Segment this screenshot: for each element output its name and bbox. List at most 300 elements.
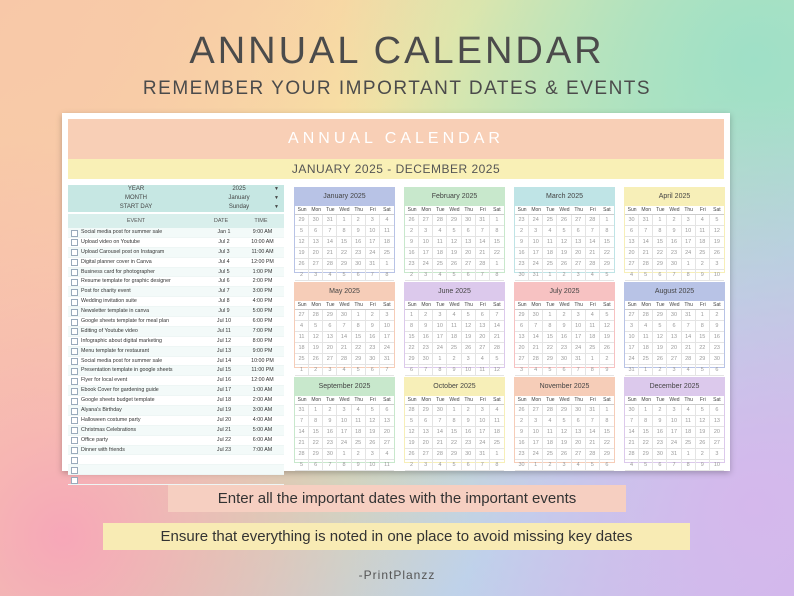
day-cell[interactable]: 1 <box>490 259 504 270</box>
day-cell[interactable]: 29 <box>295 215 309 226</box>
day-cell[interactable]: 10 <box>462 365 476 376</box>
dropdown-arrow-icon[interactable]: ▼ <box>274 204 279 210</box>
day-cell[interactable]: 7 <box>667 270 681 281</box>
event-row[interactable] <box>68 287 284 297</box>
day-cell[interactable]: 4 <box>682 405 696 416</box>
day-cell[interactable]: 10 <box>380 321 394 332</box>
day-cell[interactable]: 3 <box>667 405 681 416</box>
day-cell[interactable]: 10 <box>625 332 639 343</box>
day-cell[interactable]: 29 <box>309 449 323 460</box>
event-name[interactable]: Social media post for summer sale <box>81 357 163 364</box>
day-cell[interactable]: 1 <box>682 449 696 460</box>
day-cell[interactable]: 6 <box>366 365 380 376</box>
day-cell[interactable]: 11 <box>490 416 504 427</box>
checkbox[interactable] <box>71 398 78 405</box>
day-cell[interactable]: 24 <box>433 343 447 354</box>
day-cell[interactable]: 4 <box>490 405 504 416</box>
day-cell[interactable]: 28 <box>586 215 600 226</box>
day-cell[interactable]: 24 <box>572 343 586 354</box>
event-time[interactable]: 10:00 AM <box>251 238 274 245</box>
day-cell[interactable]: 16 <box>653 427 667 438</box>
day-cell[interactable]: 7 <box>323 460 337 471</box>
day-cell[interactable]: 13 <box>572 427 586 438</box>
event-row[interactable] <box>68 317 284 327</box>
day-cell[interactable]: 25 <box>295 354 309 365</box>
day-cell[interactable]: 2 <box>515 226 529 237</box>
day-cell[interactable]: 5 <box>653 321 667 332</box>
day-cell[interactable]: 27 <box>419 215 433 226</box>
day-cell[interactable]: 3 <box>419 270 433 281</box>
day-cell[interactable]: 15 <box>600 237 614 248</box>
day-cell[interactable]: 4 <box>586 310 600 321</box>
day-cell[interactable]: 4 <box>337 365 351 376</box>
day-cell[interactable]: 5 <box>366 405 380 416</box>
day-cell[interactable]: 8 <box>600 226 614 237</box>
day-cell[interactable]: 1 <box>309 405 323 416</box>
day-cell[interactable]: 5 <box>600 310 614 321</box>
day-cell[interactable]: 8 <box>696 321 710 332</box>
day-cell[interactable]: 28 <box>337 354 351 365</box>
day-cell[interactable]: 25 <box>447 343 461 354</box>
day-cell[interactable]: 21 <box>586 438 600 449</box>
day-cell[interactable]: 26 <box>653 354 667 365</box>
day-cell[interactable]: 8 <box>405 321 419 332</box>
checkbox[interactable] <box>71 269 78 276</box>
event-date[interactable]: Jul 20 <box>216 416 232 423</box>
day-cell[interactable]: 31 <box>476 449 490 460</box>
day-cell[interactable]: 1 <box>337 215 351 226</box>
day-cell[interactable]: 6 <box>323 321 337 332</box>
day-cell[interactable]: 2 <box>447 354 461 365</box>
day-cell[interactable]: 24 <box>419 259 433 270</box>
day-cell[interactable]: 28 <box>639 259 653 270</box>
day-cell[interactable]: 3 <box>309 270 323 281</box>
day-cell[interactable]: 7 <box>476 460 490 471</box>
day-cell[interactable]: 17 <box>529 248 543 259</box>
day-cell[interactable]: 5 <box>462 310 476 321</box>
day-cell[interactable]: 22 <box>600 438 614 449</box>
day-cell[interactable]: 30 <box>515 270 529 281</box>
event-date[interactable]: Jul 3 <box>218 248 230 255</box>
day-cell[interactable]: 1 <box>600 405 614 416</box>
checkbox[interactable] <box>71 427 78 434</box>
day-cell[interactable]: 27 <box>323 354 337 365</box>
day-cell[interactable]: 9 <box>696 460 710 471</box>
event-name[interactable]: Upload video on Youtube <box>81 238 140 245</box>
event-date[interactable]: Jul 17 <box>216 387 232 394</box>
event-name[interactable]: Dinner with friends <box>81 446 125 453</box>
day-cell[interactable]: 7 <box>529 321 543 332</box>
day-cell[interactable]: 30 <box>557 354 571 365</box>
day-cell[interactable]: 19 <box>653 343 667 354</box>
day-cell[interactable]: 27 <box>295 310 309 321</box>
day-cell[interactable]: 30 <box>572 405 586 416</box>
day-cell[interactable]: 13 <box>476 321 490 332</box>
event-name[interactable]: Halloween costume party <box>81 416 141 423</box>
event-name[interactable]: Menu template for restaurant <box>81 347 150 354</box>
day-cell[interactable]: 28 <box>586 259 600 270</box>
day-cell[interactable]: 1 <box>543 310 557 321</box>
event-time[interactable]: 3:00 PM <box>252 288 273 295</box>
day-cell[interactable]: 29 <box>653 310 667 321</box>
day-cell[interactable]: 12 <box>309 332 323 343</box>
day-cell[interactable]: 31 <box>667 449 681 460</box>
day-cell[interactable]: 27 <box>515 354 529 365</box>
day-cell[interactable]: 13 <box>515 332 529 343</box>
day-cell[interactable]: 18 <box>295 343 309 354</box>
day-cell[interactable]: 2 <box>405 270 419 281</box>
day-cell[interactable]: 30 <box>667 310 681 321</box>
day-cell[interactable]: 5 <box>600 270 614 281</box>
day-cell[interactable]: 31 <box>529 270 543 281</box>
day-cell[interactable]: 9 <box>600 365 614 376</box>
day-cell[interactable]: 6 <box>405 365 419 376</box>
day-cell[interactable]: 11 <box>380 226 394 237</box>
day-cell[interactable]: 10 <box>366 460 380 471</box>
event-row[interactable] <box>68 228 284 238</box>
checkbox[interactable] <box>71 378 78 385</box>
day-cell[interactable]: 20 <box>667 343 681 354</box>
day-cell[interactable]: 26 <box>405 215 419 226</box>
event-time[interactable]: 3:00 AM <box>252 407 273 414</box>
day-cell[interactable]: 18 <box>543 438 557 449</box>
day-cell[interactable]: 10 <box>337 416 351 427</box>
event-row[interactable] <box>68 416 284 426</box>
dropdown-arrow-icon[interactable]: ▼ <box>274 195 279 201</box>
day-cell[interactable]: 3 <box>515 365 529 376</box>
day-cell[interactable]: 9 <box>515 427 529 438</box>
day-cell[interactable]: 23 <box>515 259 529 270</box>
day-cell[interactable]: 1 <box>543 270 557 281</box>
day-cell[interactable]: 8 <box>682 270 696 281</box>
day-cell[interactable]: 30 <box>433 405 447 416</box>
day-cell[interactable]: 26 <box>462 343 476 354</box>
checkbox[interactable] <box>71 289 78 296</box>
day-cell[interactable]: 24 <box>529 449 543 460</box>
event-date[interactable]: Jul 6 <box>218 278 230 285</box>
day-cell[interactable]: 8 <box>309 416 323 427</box>
day-cell[interactable]: 12 <box>295 237 309 248</box>
event-time[interactable]: 7:00 AM <box>252 446 273 453</box>
day-cell[interactable]: 14 <box>682 332 696 343</box>
day-cell[interactable]: 4 <box>696 215 710 226</box>
day-cell[interactable]: 19 <box>309 343 323 354</box>
day-cell[interactable]: 23 <box>710 343 724 354</box>
day-cell[interactable]: 10 <box>419 237 433 248</box>
event-row[interactable] <box>68 357 284 367</box>
day-cell[interactable]: 13 <box>572 237 586 248</box>
day-cell[interactable]: 28 <box>543 405 557 416</box>
day-cell[interactable]: 7 <box>295 416 309 427</box>
day-cell[interactable]: 28 <box>586 449 600 460</box>
day-cell[interactable]: 17 <box>337 427 351 438</box>
day-cell[interactable]: 20 <box>462 248 476 259</box>
day-cell[interactable]: 4 <box>639 321 653 332</box>
checkbox[interactable] <box>71 259 78 266</box>
day-cell[interactable]: 16 <box>515 248 529 259</box>
day-cell[interactable]: 24 <box>380 343 394 354</box>
day-cell[interactable]: 4 <box>543 416 557 427</box>
day-cell[interactable]: 10 <box>366 226 380 237</box>
event-time[interactable]: 2:00 PM <box>252 278 273 285</box>
day-cell[interactable]: 18 <box>352 427 366 438</box>
checkbox[interactable] <box>71 338 78 345</box>
dropdown-arrow-icon[interactable]: ▼ <box>274 186 279 192</box>
day-cell[interactable]: 10 <box>710 270 724 281</box>
event-time[interactable] <box>241 475 284 484</box>
day-cell[interactable]: 4 <box>323 270 337 281</box>
checkbox[interactable] <box>71 457 78 464</box>
day-cell[interactable]: 13 <box>309 237 323 248</box>
day-cell[interactable]: 27 <box>380 438 394 449</box>
day-cell[interactable]: 3 <box>337 405 351 416</box>
day-cell[interactable]: 13 <box>419 427 433 438</box>
day-cell[interactable]: 28 <box>476 259 490 270</box>
day-cell[interactable]: 20 <box>419 438 433 449</box>
day-cell[interactable]: 6 <box>352 270 366 281</box>
day-cell[interactable]: 23 <box>515 215 529 226</box>
day-cell[interactable]: 27 <box>529 405 543 416</box>
day-cell[interactable]: 31 <box>586 405 600 416</box>
day-cell[interactable]: 19 <box>295 248 309 259</box>
event-name[interactable]: Business card for photographer <box>81 268 155 275</box>
day-cell[interactable]: 18 <box>639 343 653 354</box>
event-time[interactable]: 12:00 PM <box>251 258 274 265</box>
event-row[interactable] <box>68 376 284 386</box>
event-time[interactable]: 4:00 AM <box>252 416 273 423</box>
day-cell[interactable]: 21 <box>323 248 337 259</box>
day-cell[interactable]: 28 <box>309 310 323 321</box>
checkbox[interactable] <box>71 309 78 316</box>
event-row[interactable] <box>68 337 284 347</box>
day-cell[interactable]: 28 <box>639 310 653 321</box>
day-cell[interactable]: 31 <box>323 215 337 226</box>
event-name[interactable]: Social media post for summer sale <box>81 229 163 235</box>
day-cell[interactable]: 15 <box>653 237 667 248</box>
day-cell[interactable]: 27 <box>419 449 433 460</box>
day-cell[interactable]: 28 <box>682 354 696 365</box>
day-cell[interactable]: 4 <box>380 449 394 460</box>
day-cell[interactable]: 12 <box>653 332 667 343</box>
day-cell[interactable]: 13 <box>710 416 724 427</box>
day-cell[interactable]: 8 <box>380 270 394 281</box>
day-cell[interactable]: 16 <box>366 332 380 343</box>
day-cell[interactable]: 30 <box>653 449 667 460</box>
day-cell[interactable]: 28 <box>529 354 543 365</box>
day-cell[interactable]: 30 <box>625 215 639 226</box>
day-cell[interactable]: 22 <box>405 343 419 354</box>
day-cell[interactable]: 26 <box>557 449 571 460</box>
day-cell[interactable]: 28 <box>323 259 337 270</box>
day-cell[interactable]: 24 <box>337 438 351 449</box>
day-cell[interactable]: 23 <box>352 248 366 259</box>
event-row[interactable] <box>68 268 284 278</box>
day-cell[interactable]: 15 <box>600 427 614 438</box>
day-cell[interactable]: 3 <box>419 226 433 237</box>
day-cell[interactable]: 14 <box>295 427 309 438</box>
day-cell[interactable]: 10 <box>529 237 543 248</box>
event-time[interactable]: 5:00 PM <box>252 308 273 315</box>
day-cell[interactable]: 20 <box>309 248 323 259</box>
day-cell[interactable]: 14 <box>639 237 653 248</box>
day-cell[interactable]: 9 <box>462 416 476 427</box>
day-cell[interactable]: 2 <box>352 215 366 226</box>
event-name[interactable]: Google sheets budget template <box>81 397 155 404</box>
day-cell[interactable]: 9 <box>405 237 419 248</box>
day-cell[interactable]: 9 <box>653 416 667 427</box>
day-cell[interactable]: 27 <box>572 215 586 226</box>
event-row[interactable] <box>68 238 284 248</box>
day-cell[interactable]: 27 <box>572 259 586 270</box>
day-cell[interactable]: 21 <box>586 248 600 259</box>
day-cell[interactable]: 1 <box>433 354 447 365</box>
event-time[interactable]: 6:00 AM <box>252 436 273 443</box>
day-cell[interactable]: 23 <box>557 343 571 354</box>
event-date[interactable] <box>207 455 241 464</box>
event-name[interactable]: Christmas Celebrations <box>81 426 137 433</box>
day-cell[interactable]: 6 <box>653 460 667 471</box>
day-cell[interactable]: 6 <box>462 270 476 281</box>
day-cell[interactable]: 2 <box>600 354 614 365</box>
day-cell[interactable]: 3 <box>625 321 639 332</box>
day-cell[interactable]: 29 <box>515 310 529 321</box>
day-cell[interactable]: 5 <box>309 321 323 332</box>
day-cell[interactable]: 26 <box>696 438 710 449</box>
day-cell[interactable]: 15 <box>447 427 461 438</box>
day-cell[interactable]: 26 <box>515 405 529 416</box>
event-name[interactable]: Newsletter template in canva <box>81 308 150 315</box>
day-cell[interactable]: 11 <box>682 416 696 427</box>
day-cell[interactable]: 26 <box>366 438 380 449</box>
event-row[interactable] <box>68 297 284 307</box>
event-time[interactable]: 10:00 PM <box>251 357 274 364</box>
day-cell[interactable]: 30 <box>352 259 366 270</box>
day-cell[interactable]: 29 <box>557 405 571 416</box>
day-cell[interactable]: 26 <box>309 354 323 365</box>
year-select[interactable]: 2025 <box>232 186 246 192</box>
event-name[interactable]: Alyana's Birthday <box>81 407 122 414</box>
day-cell[interactable]: 30 <box>462 449 476 460</box>
day-cell[interactable]: 5 <box>337 270 351 281</box>
event-time[interactable]: 9:00 AM <box>252 229 273 235</box>
day-cell[interactable]: 13 <box>667 332 681 343</box>
day-cell[interactable]: 16 <box>557 332 571 343</box>
day-cell[interactable]: 12 <box>696 416 710 427</box>
day-cell[interactable]: 30 <box>515 460 529 471</box>
day-cell[interactable]: 18 <box>696 237 710 248</box>
checkbox[interactable] <box>71 328 78 335</box>
day-cell[interactable]: 12 <box>366 416 380 427</box>
day-cell[interactable]: 1 <box>639 405 653 416</box>
event-name[interactable] <box>81 465 207 474</box>
day-cell[interactable]: 20 <box>515 343 529 354</box>
day-cell[interactable]: 8 <box>682 460 696 471</box>
day-cell[interactable]: 21 <box>295 438 309 449</box>
day-cell[interactable]: 7 <box>586 226 600 237</box>
day-cell[interactable]: 19 <box>710 237 724 248</box>
day-cell[interactable]: 21 <box>476 248 490 259</box>
day-cell[interactable]: 6 <box>462 226 476 237</box>
day-cell[interactable]: 28 <box>433 215 447 226</box>
event-row[interactable] <box>68 426 284 436</box>
day-cell[interactable]: 28 <box>405 405 419 416</box>
day-cell[interactable]: 7 <box>433 416 447 427</box>
day-cell[interactable]: 25 <box>380 248 394 259</box>
day-cell[interactable]: 16 <box>462 427 476 438</box>
day-cell[interactable]: 29 <box>337 259 351 270</box>
day-cell[interactable]: 31 <box>572 354 586 365</box>
event-name[interactable]: Upload Carousel post on Instagram <box>81 248 165 255</box>
day-cell[interactable]: 15 <box>309 427 323 438</box>
day-cell[interactable]: 20 <box>572 248 586 259</box>
day-cell[interactable]: 24 <box>366 248 380 259</box>
event-date[interactable]: Jul 14 <box>216 357 232 364</box>
day-cell[interactable]: 17 <box>419 248 433 259</box>
day-cell[interactable]: 2 <box>543 460 557 471</box>
event-name[interactable]: Infographic about digital marketing <box>81 337 162 344</box>
day-cell[interactable]: 3 <box>323 365 337 376</box>
day-cell[interactable]: 27 <box>710 438 724 449</box>
day-cell[interactable]: 21 <box>529 343 543 354</box>
day-cell[interactable]: 14 <box>476 237 490 248</box>
day-cell[interactable]: 18 <box>682 427 696 438</box>
event-name[interactable]: Post for charity event <box>81 288 131 295</box>
day-cell[interactable]: 18 <box>490 427 504 438</box>
day-cell[interactable]: 19 <box>557 248 571 259</box>
day-cell[interactable]: 5 <box>447 460 461 471</box>
day-cell[interactable]: 5 <box>352 365 366 376</box>
day-cell[interactable]: 29 <box>447 449 461 460</box>
checkbox[interactable] <box>71 447 78 454</box>
day-cell[interactable]: 15 <box>405 332 419 343</box>
day-cell[interactable]: 6 <box>625 226 639 237</box>
day-cell[interactable]: 8 <box>490 226 504 237</box>
day-cell[interactable]: 29 <box>323 310 337 321</box>
day-cell[interactable]: 30 <box>366 354 380 365</box>
day-cell[interactable]: 19 <box>366 427 380 438</box>
day-cell[interactable]: 4 <box>529 365 543 376</box>
day-cell[interactable]: 23 <box>667 248 681 259</box>
day-cell[interactable]: 13 <box>323 332 337 343</box>
day-cell[interactable]: 28 <box>295 449 309 460</box>
day-cell[interactable]: 14 <box>529 332 543 343</box>
day-cell[interactable]: 8 <box>447 416 461 427</box>
day-cell[interactable]: 2 <box>405 226 419 237</box>
day-cell[interactable]: 2 <box>696 449 710 460</box>
day-cell[interactable]: 1 <box>696 310 710 321</box>
day-cell[interactable]: 9 <box>696 270 710 281</box>
day-cell[interactable]: 3 <box>419 460 433 471</box>
event-date[interactable]: Jul 9 <box>218 308 230 315</box>
event-name[interactable]: Digital planner cover in Canva <box>81 258 152 265</box>
event-name[interactable]: Presentation template in google sheets <box>81 367 173 374</box>
event-date[interactable]: Jul 15 <box>216 367 232 374</box>
day-cell[interactable]: 7 <box>337 321 351 332</box>
checkbox[interactable] <box>71 368 78 375</box>
day-cell[interactable]: 26 <box>405 449 419 460</box>
day-cell[interactable]: 13 <box>462 237 476 248</box>
day-cell[interactable]: 8 <box>600 416 614 427</box>
day-cell[interactable]: 14 <box>433 427 447 438</box>
day-cell[interactable]: 4 <box>682 365 696 376</box>
event-time[interactable]: 1:00 AM <box>252 387 273 394</box>
day-cell[interactable]: 3 <box>476 405 490 416</box>
day-cell[interactable]: 12 <box>557 237 571 248</box>
checkbox[interactable] <box>71 467 78 474</box>
event-name[interactable]: Google sheets template for meal plan <box>81 318 170 325</box>
day-cell[interactable]: 9 <box>515 237 529 248</box>
day-cell[interactable]: 9 <box>352 460 366 471</box>
